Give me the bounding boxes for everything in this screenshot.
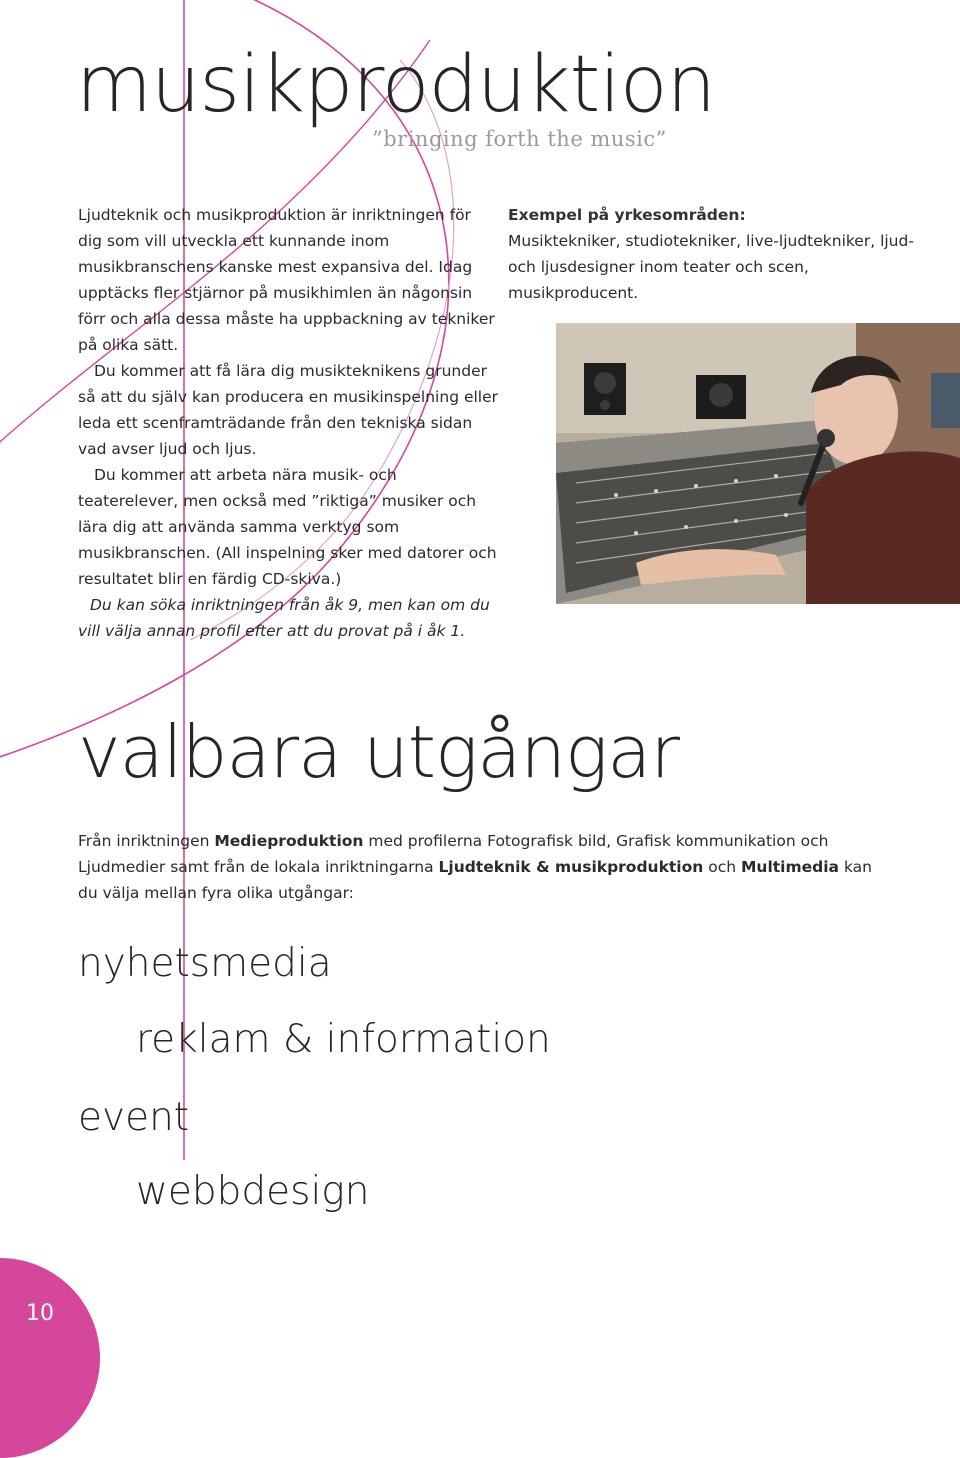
intro-bold-medieproduktion: Medieproduktion [214, 832, 364, 850]
option-nyhetsmedia: nyhetsmedia [78, 941, 332, 986]
examples-heading: Exempel på yrkesområden: [508, 206, 746, 224]
section-title: valbara utgångar [78, 710, 679, 794]
page-number-badge [0, 1258, 100, 1458]
application-note: Du kan söka inriktningen från åk 9, men kan om du vill välja annan profil efter att du provat på i åk 1. [78, 596, 490, 640]
option-webbdesign: webbdesign [136, 1169, 370, 1214]
intro-text-4: kan du välja mellan fyra olika utgångar: [78, 858, 872, 902]
examples-text: Musiktekniker, studiotekniker, live-ljudtekniker, ljud- och ljusdesigner inom teater och scen, musikproducent. [508, 232, 914, 302]
body-paragraph-3: Du kommer att arbeta nära musik- och teaterelever, men också med ”riktiga” musiker och lära dig att använda samma verktyg som musikbranschen. (All inspelning sker med datorer och resultatet blir en färdig CD-skiva.) [78, 466, 497, 588]
studio-photo-illustration [556, 323, 960, 604]
page-title: musikproduktion [76, 40, 716, 130]
body-paragraph-2: Du kommer att få lära dig musikteknikens grunder så att du själv kan producera en musikinspelning eller leda ett scenframträdande från den tekniska sidan vad avser ljud och ljus. [78, 362, 499, 458]
section-intro [78, 828, 878, 906]
page-number: 10 [26, 1301, 54, 1326]
career-examples [508, 202, 918, 306]
intro-text-3: och [703, 858, 741, 876]
option-reklam-information: reklam & information [136, 1017, 551, 1062]
intro-text-2: med profilerna Fotografisk bild, Grafisk kommunikation och Ljudmedier samt från de lokala inriktningarna [78, 832, 829, 876]
body-paragraph-1: Ljudteknik och musikproduktion är inriktningen för dig som vill utveckla ett kunnande inom musikbranschens kanske mest expansiva del. Idag upptäcks fler stjärnor på musikhimlen än någonsin förr och alla dessa måste ha uppbackning av tekniker på olika sätt. [78, 206, 495, 354]
option-event: event [78, 1095, 190, 1140]
body-column [78, 202, 498, 644]
tagline: ”bringing forth the music” [372, 127, 667, 151]
intro-text-1: Från inriktningen [78, 832, 215, 850]
studio-photo [556, 323, 960, 604]
intro-bold-ljudteknik: Ljudteknik & musikproduktion [438, 858, 704, 876]
intro-bold-multimedia: Multimedia [740, 858, 840, 876]
